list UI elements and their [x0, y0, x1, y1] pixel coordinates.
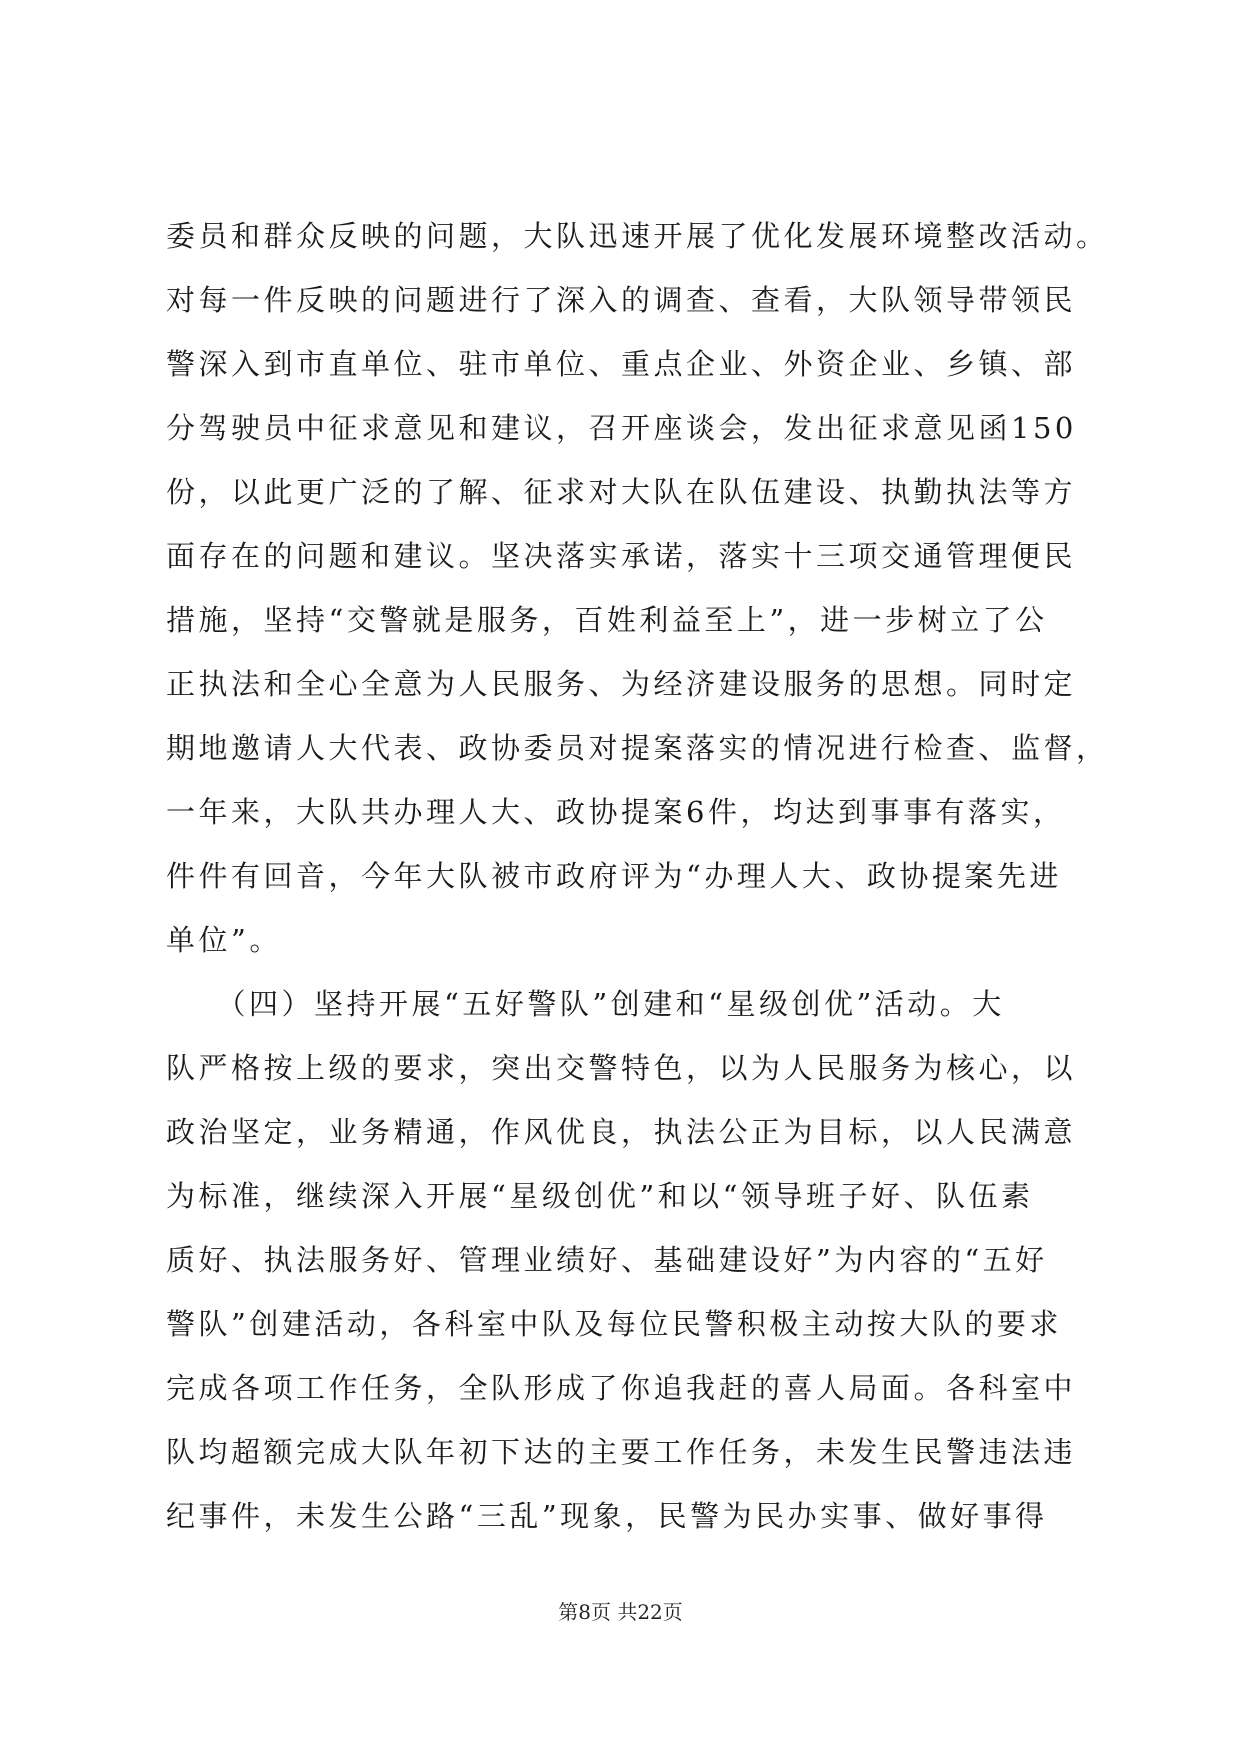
text-line: 为标准，继续深入开展“星级创优”和以“领导班子好、队伍素: [166, 1179, 1034, 1213]
text-line: （四）坚持开展“五好警队”创建和“星级创优”活动。大: [166, 987, 1005, 1021]
text-line: 期地邀请人大代表、政协委员对提案落实的情况进行检查、监督，: [166, 731, 1109, 765]
text-line: 警深入到市直单位、驻市单位、重点企业、外资企业、乡镇、部: [166, 347, 1077, 381]
text-line: 纪事件，未发生公路“三乱”现象，民警为民办实事、做好事得: [166, 1499, 1048, 1533]
text-line: 警队”创建活动，各科室中队及每位民警积极主动按大队的要求: [166, 1307, 1062, 1341]
text-line: 件件有回音，今年大队被市政府评为“办理人大、政协提案先进: [166, 859, 1062, 893]
text-line: 单位”。: [166, 923, 282, 957]
text-line: 一年来，大队共办理人大、政协提案6件，均达到事事有落实，: [166, 795, 1066, 829]
text-line: 正执法和全心全意为人民服务、为经济建设服务的思想。同时定: [166, 667, 1077, 701]
text-line: 完成各项工作任务，全队形成了你追我赶的喜人局面。各科室中: [166, 1371, 1077, 1405]
page-number-footer: 第8页 共22页: [558, 1600, 683, 1624]
text-line: 份，以此更广泛的了解、征求对大队在队伍建设、执勤执法等方: [166, 475, 1077, 509]
text-line: 措施，坚持“交警就是服务，百姓利益至上”，进一步树立了公: [166, 603, 1048, 637]
text-line: 队严格按上级的要求，突出交警特色，以为人民服务为核心，以: [166, 1051, 1077, 1085]
body-text: [166, 204, 1109, 1548]
text-line: 对每一件反映的问题进行了深入的调查、查看，大队领导带领民: [166, 283, 1077, 317]
text-line: 委员和群众反映的问题，大队迅速开展了优化发展环境整改活动。: [166, 219, 1109, 253]
text-line: 质好、执法服务好、管理业绩好、基础建设好”为内容的“五好: [166, 1243, 1048, 1277]
text-line: 政治坚定，业务精通，作风优良，执法公正为目标，以人民满意: [166, 1115, 1077, 1149]
text-line: 队均超额完成大队年初下达的主要工作任务，未发生民警违法违: [166, 1435, 1077, 1469]
text-line: 面存在的问题和建议。坚决落实承诺，落实十三项交通管理便民: [166, 539, 1077, 573]
text-line: 分驾驶员中征求意见和建议，召开座谈会，发出征求意见函150: [166, 411, 1077, 445]
